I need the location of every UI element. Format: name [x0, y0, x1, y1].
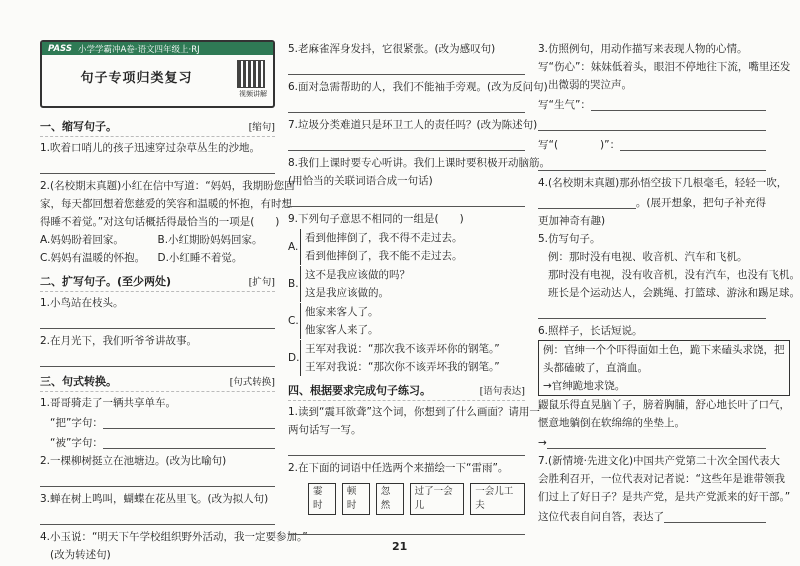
option-group-b[interactable]: B. 这不是我应该做的吗？ 这是我应该做的。 — [288, 266, 525, 302]
word-option[interactable]: 一会儿工夫 — [470, 483, 525, 515]
question: 3.蝉在树上鸣叫，蝴蝶在花丛里飞。(改为拟人句) — [40, 493, 269, 505]
answer-line[interactable] — [40, 353, 275, 367]
answer-line[interactable] — [288, 61, 525, 75]
question: 1.读到“震耳欲聋”这个词，你想到了什么画面？请用一 — [288, 406, 540, 418]
answer-line[interactable] — [288, 99, 525, 113]
option-group-a[interactable]: A. 看到他摔倒了，我不得不走过去。 看到他摔倒了，我不能不走过去。 — [288, 229, 525, 265]
answer-line[interactable] — [103, 415, 275, 429]
question: 6.面对急需帮助的人，我们不能袖手旁观。(改为反问句) — [288, 81, 548, 93]
answer-line[interactable] — [40, 160, 275, 174]
question: 9.下列句子意思不相同的一组是( ) — [288, 213, 464, 225]
qr-code-icon[interactable] — [237, 60, 265, 88]
answer-line[interactable] — [538, 157, 766, 171]
question: 8.我们上课时要专心听讲。我们上课时要积极开动脑筋。 — [288, 157, 551, 169]
answer-line[interactable] — [288, 521, 525, 535]
question: 1.小鸟站在枝头。 — [40, 297, 124, 309]
answer-line[interactable] — [591, 97, 766, 111]
question: 1.吹着口哨儿的孩子迅速穿过杂草丛生的沙地。 — [40, 142, 261, 154]
answer-line[interactable] — [288, 442, 525, 456]
answer-line[interactable] — [664, 509, 766, 523]
question: 7.垃圾分类难道只是环卫工人的责任吗？(改为陈述句) — [288, 119, 538, 131]
answer-line[interactable] — [538, 195, 636, 209]
question: 5.老麻雀浑身发抖，它很紧张。(改为感叹句) — [288, 43, 496, 55]
example-box: 例：官绅一个个吓得面如土色，跪下来磕头求饶，把 头都磕破了，直淌血。 →官绅跪地求饶。 — [538, 340, 790, 396]
page-title: 句子专项归类复习 — [80, 71, 193, 86]
answer-line[interactable] — [288, 193, 525, 207]
section-2-heading: 二、扩写句子。(至少两处) [扩句] — [40, 273, 275, 292]
question: 4.小玉说：“明天下午学校组织野外活动，我一定要参加。” — [40, 531, 308, 543]
brand-logo: PASS — [48, 43, 72, 54]
word-option[interactable]: 忽然 — [376, 483, 404, 515]
series-label: 小学学霸冲A卷·语文四年级上·RJ — [77, 44, 200, 55]
answer-line[interactable] — [40, 315, 275, 329]
section-3-heading: 三、句式转换。 [句式转换] — [40, 373, 275, 392]
answer-line[interactable] — [538, 305, 766, 319]
word-option[interactable]: 过了一会儿 — [410, 483, 465, 515]
word-option[interactable]: 霎时 — [308, 483, 336, 515]
question: 2.(名校期末真题)小红在信中写道：“妈妈，我期盼您回 — [40, 180, 295, 192]
question: 2.在月光下，我们听爷爷讲故事。 — [40, 335, 198, 347]
question: 5.仿写句子。 — [538, 233, 601, 245]
question: 3.仿照例句，用动作描写来表现人物的心情。 — [538, 43, 748, 55]
question: 6.照样子，长话短说。 — [538, 325, 643, 337]
answer-line[interactable] — [40, 511, 275, 525]
column-middle: 5.老麻雀浑身发抖，它很紧张。(改为感叹句) 6.面对急需帮助的人，我们不能袖手旁观。(改为反问句) 7.垃圾分类难道只是环卫工人的责任吗？(改为陈述句) 8.我们上课时要专心听讲。我们上课时要积极开动脑筋。 (用恰当的关联词语合成一句话) 9.下列句子意思不相同的一组是( ) A. 看到他摔倒了，我不得不走过去。 看到他摔倒了，我不能不走过去。 B. 这不是我应该做的吗？ 这是我应该做的。 C. 他家来客人了。 他家客人来了。 D. 王军对我说：“那次我不该弄坏你的钢笔。” 王军对我说：“那次你不该弄坏我的钢笔。” 四、根据要求完成句子练习。 [语句表达] 1.读到“震耳欲聋”这个词，你想到了什么画面？请用一 两句话写一写。 2.在下面的词语中任选两个来描绘一下“雷雨”。 霎时 顿时 忽然 过了一会儿 一会儿工夫 — [288, 40, 525, 538]
column-left: PASS 小学学霸冲A卷·语文四年级上·RJ 句子专项归类复习 视频讲解 一、缩写句子。 [缩句] 1.吹着口哨儿的孩子迅速穿过杂草丛生的沙地。 2.(名校期末真题)小红在信中写道：“妈妈，我期盼您回 家，每天都回想着您慈爱的笑容和温暖的怀抱，有时想 得睡不着觉。”对这句话概括得最恰当的一项是( ) A.妈妈盼着回家。 B.小红期盼妈妈回家。 C.妈妈有温暖的怀抱。 D.小红睡不着觉。 二、扩写句子。(至少两处) [扩句] 1.小鸟站在枝头。 2.在月光下，我们听爷爷讲故事。 三、句式转换。 [句式转换] 1.哥哥骑走了一辆共享单车。 “把”字句： “被”字句： 2.一棵柳树挺立在池塘边。(改为比喻句) 3.蝉在树上鸣叫，蝴蝶在花丛里飞。(改为拟人句) 4.小玉说：“明天下午学校组织野外活动，我一定要参加。” (改为转述句) — [40, 40, 275, 564]
question: 2.一棵柳树挺立在池塘边。(改为比喻句) — [40, 455, 227, 467]
question: 2.在下面的词语中任选两个来描绘一下“雷雨”。 — [288, 462, 509, 474]
word-bank — [308, 483, 525, 515]
answer-line[interactable] — [538, 117, 766, 131]
qr-caption: 视频讲解 — [239, 90, 267, 98]
question: 4.(名校期末真题)那孙悟空拔下几根毫毛，轻轻一吹， — [538, 177, 788, 189]
answer-line[interactable] — [547, 435, 766, 449]
section-1-heading: 一、缩写句子。 [缩句] — [40, 118, 275, 137]
worksheet-header — [40, 40, 275, 108]
column-right: 3.仿照例句，用动作描写来表现人物的心情。 写“伤心”：妹妹低着头，眼泪不停地往下流，嘴里还发 出微弱的哭泣声。 写“生气”： 写“( )”： 4.(名校期末真题)那孙悟空拔下几根毫毛，轻轻一吹， 。(展开想象，把句子补充得 更加神奇有趣) 5.仿写句子。 例：那时没有电视、收音机、汽车和飞机。 那时没有电视，没有收音机，没有汽车，也没有飞机。 班长是个运动达人，会跳绳、打篮球、游泳和踢足球。 6.照样子，长话短说。 例：官绅一个个吓得面如土色，跪下来磕头求饶，把 头都磕破了，直淌血。 →官绅跪地求饶。 鼹鼠乐得直晃脑丫子，膀着胸脯，舒心地长叶了口气， 惬意地躺倒在软绵绵的坐垫上。 → 7.(新情境·先进文化)中国共产党第二十次全国代表大 会胜利召开，一位代表对记者说：“这些年是谁带领我 们过上了好日子？是共产党，是共产党派来的好干部。” 这位代表自问自答，表达了 — [538, 40, 766, 526]
answer-line[interactable] — [40, 473, 275, 487]
question: 1.哥哥骑走了一辆共享单车。 — [40, 397, 177, 409]
option-group-d[interactable]: D. 王军对我说：“那次我不该弄坏你的钢笔。” 王军对我说：“那次你不该弄坏我的钢笔。” — [288, 340, 525, 376]
answer-line[interactable] — [620, 137, 766, 151]
answer-line[interactable] — [288, 137, 525, 151]
choice-options: A.妈妈盼着回家。 B.小红期盼妈妈回家。 — [40, 234, 263, 246]
answer-line[interactable] — [103, 435, 275, 449]
section-4-heading: 四、根据要求完成句子练习。 [语句表达] — [288, 382, 525, 401]
page-number: 21 — [392, 540, 408, 553]
option-group-c[interactable]: C. 他家来客人了。 他家客人来了。 — [288, 303, 525, 339]
question: 7.(新情境·先进文化)中国共产党第二十次全国代表大 — [538, 455, 781, 467]
word-option[interactable]: 顿时 — [342, 483, 370, 515]
